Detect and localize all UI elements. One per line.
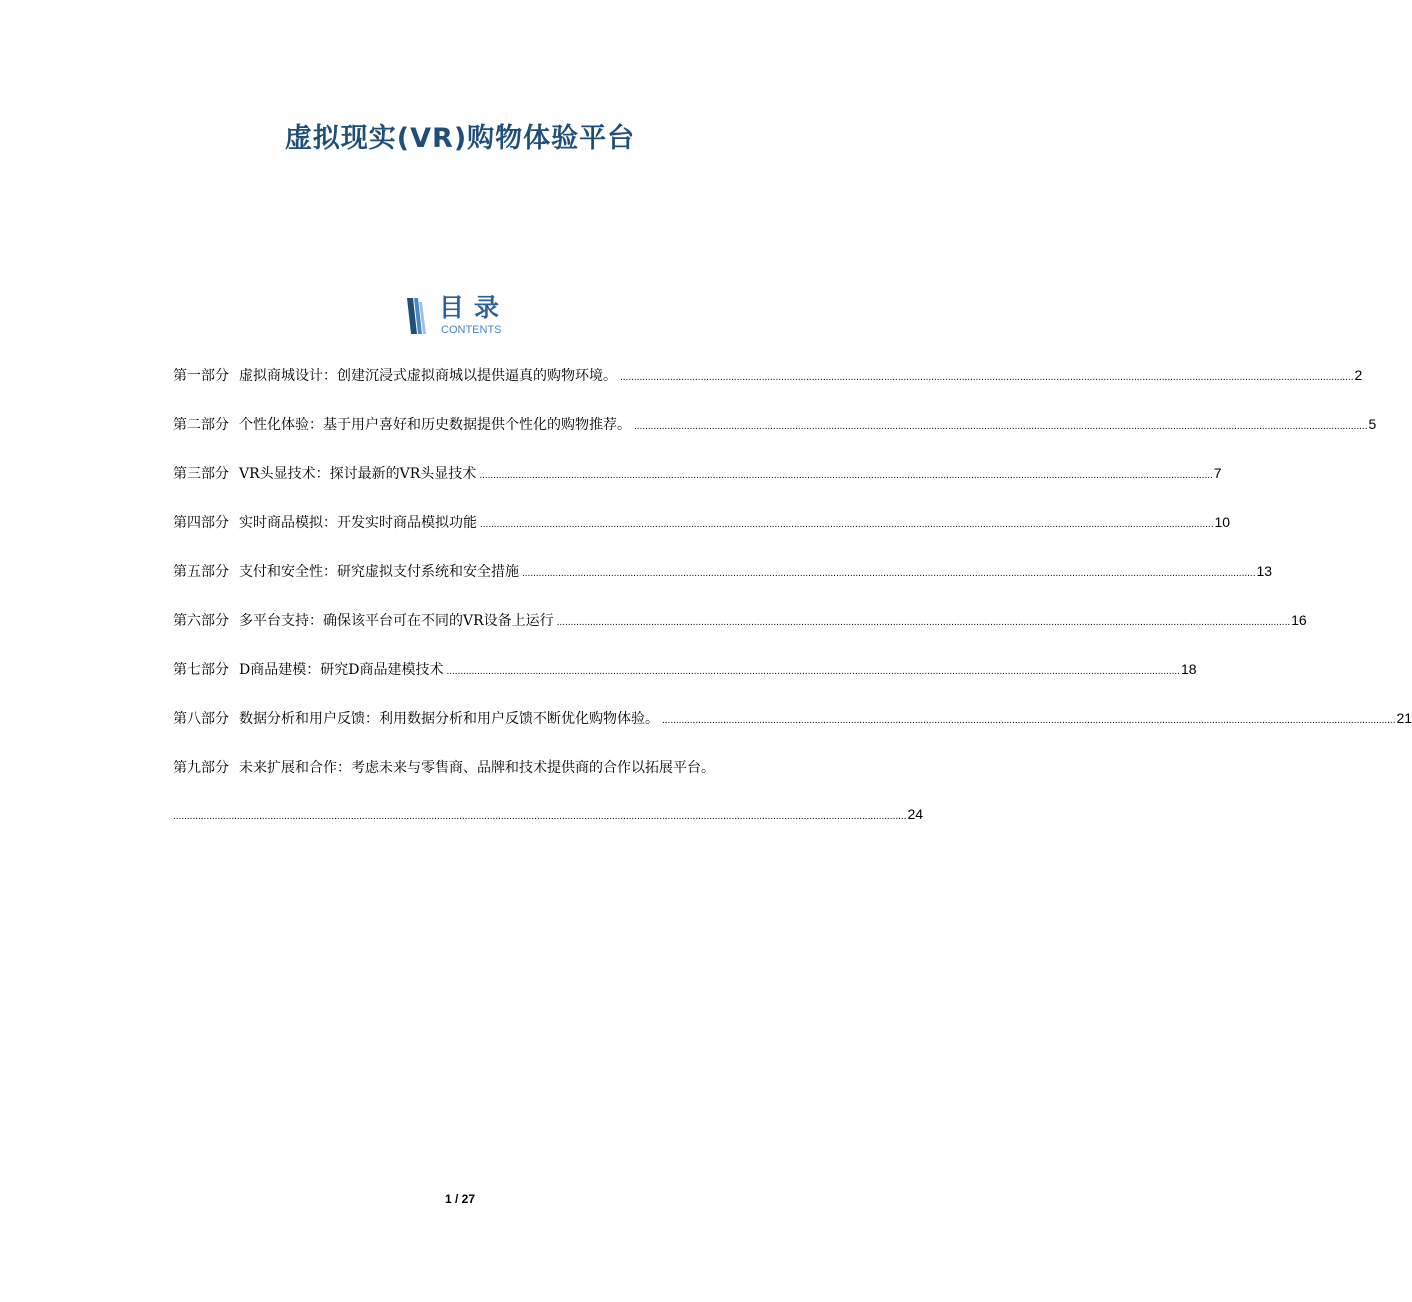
toc-entry-text: 未来扩展和合作：考虑未来与零售商、品牌和技术提供商的合作以拓展平台。 <box>239 760 715 776</box>
toc-entry-part: 第七部分 <box>173 662 229 678</box>
toc-entry-part: 第三部分 <box>173 466 229 482</box>
toc-entry-page: 2 <box>1354 367 1363 383</box>
toc-entry[interactable] <box>173 365 1363 414</box>
toc-entry-page: 7 <box>1213 465 1222 481</box>
toc-entry-part: 第八部分 <box>173 711 229 727</box>
toc-entry-text: 多平台支持：确保该平台可在不同的VR设备上运行 <box>239 613 554 629</box>
toc-entry[interactable] <box>173 708 1412 757</box>
toc-entry-text: 实时商品模拟：开发实时商品模拟功能 <box>239 515 477 531</box>
toc-entry[interactable] <box>173 463 1222 512</box>
toc-leader-dots <box>173 811 906 822</box>
document-title: 虚拟现实(VR)购物体验平台 <box>284 123 636 154</box>
toc-entry-line <box>173 806 924 836</box>
toc-leader-dots <box>480 519 1213 530</box>
toc-title: 目录 <box>439 293 510 322</box>
toc-entry-part: 第一部分 <box>173 368 229 384</box>
toc-entry-text: VR头显技术：探讨最新的VR头显技术 <box>239 466 477 482</box>
toc-entry-page: 13 <box>1256 563 1273 579</box>
toc-entry-text: D商品建模：研究D商品建模技术 <box>239 662 444 678</box>
toc-entry-part: 第六部分 <box>173 613 229 629</box>
toc-entry-part: 第二部分 <box>173 417 229 433</box>
toc-entry-line <box>173 757 779 806</box>
toc-entry-part: 第九部分 <box>173 760 229 776</box>
toc-entry-page: 24 <box>907 806 924 822</box>
toc-heading <box>405 292 535 340</box>
toc-logo-mark <box>405 296 431 336</box>
toc-leader-dots <box>479 470 1212 481</box>
toc-subtitle: CONTENTS <box>441 324 502 336</box>
toc-entry-page: 18 <box>1180 661 1197 677</box>
toc-leader-dots <box>662 715 1395 726</box>
toc-entry-text: 个性化体验：基于用户喜好和历史数据提供个性化的购物推荐。 <box>239 417 631 433</box>
toc-entry[interactable] <box>173 512 1231 561</box>
toc-entry[interactable] <box>173 659 1197 708</box>
toc-leader-dots <box>557 617 1290 628</box>
toc-entry[interactable] <box>173 757 924 836</box>
toc-entry[interactable] <box>173 561 1273 610</box>
toc-entry-page: 16 <box>1291 612 1307 628</box>
toc-leader-dots <box>620 372 1353 383</box>
toc-entry-text: 支付和安全性：研究虚拟支付系统和安全措施 <box>239 564 519 580</box>
toc-leader-dots <box>446 666 1179 677</box>
toc-entry-page: 10 <box>1214 514 1231 530</box>
toc-entry-part: 第五部分 <box>173 564 229 580</box>
toc-entry-text: 虚拟商城设计：创建沉浸式虚拟商城以提供逼真的购物环境。 <box>239 368 617 384</box>
toc-entry-page: 5 <box>1368 416 1377 432</box>
toc-leader-dots <box>522 568 1255 579</box>
toc-entry-text: 数据分析和用户反馈：利用数据分析和用户反馈不断优化购物体验。 <box>239 711 659 727</box>
page-number: 1 / 27 <box>444 1192 476 1206</box>
toc-entry[interactable] <box>173 414 1377 463</box>
toc-leader-dots <box>634 421 1367 432</box>
toc-entry[interactable] <box>173 610 1307 659</box>
toc-entry-part: 第四部分 <box>173 515 229 531</box>
toc-entry-page: 21 <box>1396 710 1412 726</box>
toc-list <box>173 365 1412 836</box>
